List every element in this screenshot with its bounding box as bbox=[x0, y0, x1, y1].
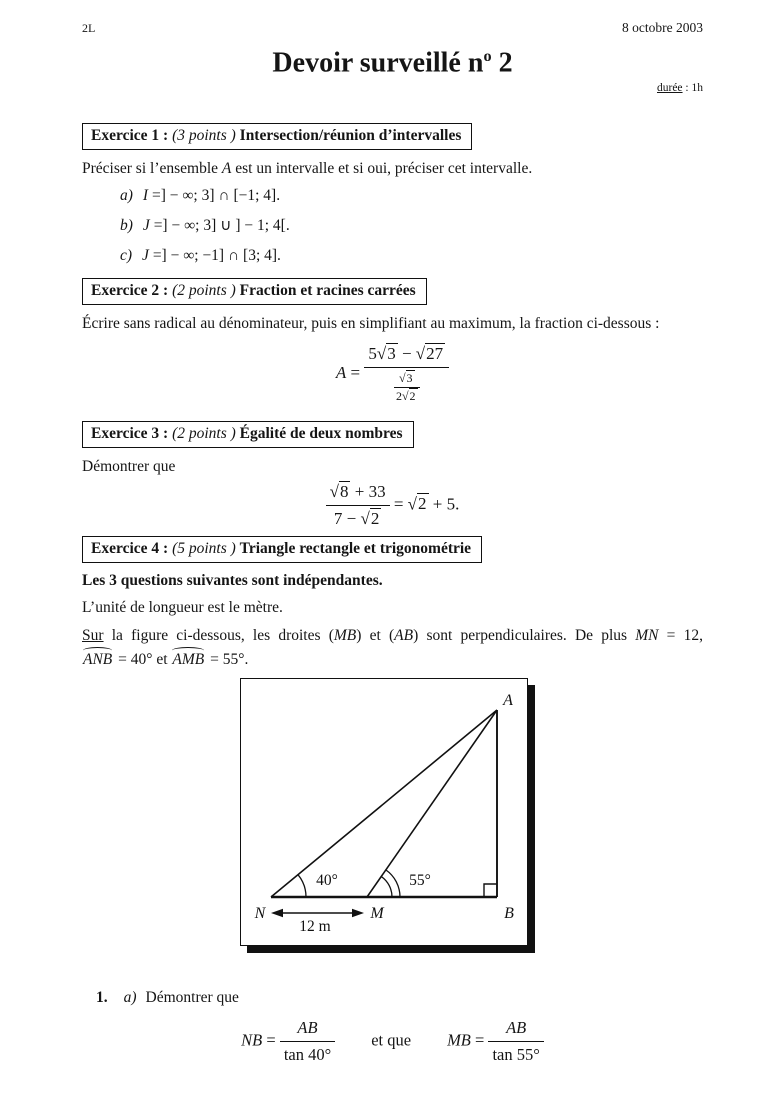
fraction-denominator: 7 − √2 bbox=[333, 508, 380, 528]
item-expression: =] − ∞; 3] ∪ ] − 1; 4[. bbox=[149, 216, 290, 234]
fraction bbox=[364, 343, 449, 405]
underlined-word: Sur bbox=[82, 626, 104, 644]
fraction bbox=[280, 1017, 335, 1066]
exercise4-paragraph-line2: ANB = 40° et AMB = 55°. bbox=[82, 648, 703, 669]
exercise1-title: Intersection/réunion d’intervalles bbox=[239, 126, 462, 144]
fraction-denominator bbox=[364, 368, 449, 405]
item-letter: a) bbox=[120, 186, 133, 204]
variable-A: A bbox=[221, 159, 232, 177]
duration-value: : 1h bbox=[682, 81, 703, 94]
exercise2-intro: Écrire sans radical au dénominateur, puis en simplifiant au maximum, la fraction ci-dessous : bbox=[82, 314, 660, 332]
fraction-numerator: √8 + 33 bbox=[326, 481, 390, 506]
sqrt-3: √3 bbox=[376, 344, 396, 364]
item-variable: J bbox=[142, 216, 150, 234]
exercise1-items bbox=[120, 185, 703, 267]
sqrt-3-small: √3 bbox=[398, 371, 413, 386]
variable-MB: MB bbox=[333, 626, 357, 644]
fraction bbox=[326, 481, 390, 530]
exercise1-label: Exercice 1 : bbox=[91, 126, 169, 144]
triangle-figure-svg bbox=[241, 679, 526, 944]
arrowhead-right bbox=[352, 909, 364, 918]
sqrt-2: √2 bbox=[360, 508, 380, 528]
exercise3-title: Égalité de deux nombres bbox=[239, 425, 403, 443]
triangle-figure bbox=[240, 678, 528, 946]
arrowhead-left bbox=[271, 909, 283, 918]
list-item bbox=[120, 185, 703, 207]
formula-NB: NB bbox=[241, 1030, 263, 1050]
exercise1-points: (3 points ) bbox=[172, 126, 236, 144]
angle-label-40: 40° bbox=[316, 872, 338, 890]
title-ordinal: o bbox=[483, 47, 492, 65]
question-letter: a) bbox=[123, 989, 137, 1007]
angle-label-55: 55° bbox=[409, 872, 431, 890]
page-header bbox=[82, 20, 703, 36]
sqrt-27: √27 bbox=[415, 344, 444, 364]
vertex-label-M: M bbox=[370, 905, 384, 923]
item-variable: I bbox=[142, 186, 149, 204]
sqrt-2: √2 bbox=[407, 494, 427, 514]
exercise3-label: Exercice 3 : bbox=[91, 425, 169, 443]
item-letter: c) bbox=[120, 246, 133, 264]
exercise1-intro: Préciser si l’ensemble A est un intervalle et si oui, préciser cet intervalle. bbox=[82, 159, 533, 177]
fraction-denominator: tan 40° bbox=[283, 1045, 332, 1065]
exercise1-header-box bbox=[82, 123, 472, 150]
right-angle-mark bbox=[484, 884, 497, 897]
angle-arc-N bbox=[298, 875, 306, 897]
class-label: 2L bbox=[82, 21, 96, 35]
fraction-numerator: 5√3 − √27 bbox=[364, 343, 449, 368]
exercise2-label: Exercice 2 : bbox=[91, 281, 169, 299]
list-item bbox=[120, 245, 703, 267]
exercise4-bold-note: Les 3 questions suivantes sont indépendantes. bbox=[82, 571, 383, 589]
angle-ANB: ANB bbox=[82, 648, 114, 669]
exercise3-points: (2 points ) bbox=[172, 425, 236, 443]
exercise4-paragraph-line1: Sur la figure ci-dessous, les droites (MB) et (AB) sont perpendiculaires. De plus MN = 12, bbox=[82, 626, 703, 644]
page-title bbox=[82, 47, 703, 80]
exercise3-intro: Démontrer que bbox=[82, 458, 176, 476]
list-item bbox=[120, 215, 703, 237]
exercise4-unit-note: L’unité de longueur est le mètre. bbox=[82, 599, 283, 617]
formula-lhs: A bbox=[335, 363, 347, 383]
formula-MB: MB bbox=[447, 1030, 471, 1050]
exercise3-header-box bbox=[82, 421, 414, 448]
exercise4-title: Triangle rectangle et trigonométrie bbox=[239, 539, 472, 557]
line-MA bbox=[367, 710, 497, 897]
question-text: Démontrer que bbox=[145, 989, 239, 1007]
exercise2-points: (2 points ) bbox=[172, 281, 236, 299]
vertex-label-B: B bbox=[504, 905, 514, 923]
question1-formula: NB = $\frac{AB}{\tan 40^\circ}$ et que MB = $\frac{AB}{\tan 55^\circ}$ bbox=[82, 1017, 703, 1066]
exercise3-formula: $\frac{√8 + 33}{7 - √2}$ = √2 + 5. bbox=[82, 481, 703, 530]
item-letter: b) bbox=[120, 216, 133, 234]
nested-fraction: $\frac{√3}{2√2}$ bbox=[394, 371, 420, 404]
variable-AB: AB bbox=[394, 626, 414, 644]
dimension-label: 12 m bbox=[299, 918, 331, 936]
exercise2-title: Fraction et racines carrées bbox=[239, 281, 416, 299]
question1 bbox=[96, 988, 703, 1008]
question-number: 1. bbox=[96, 989, 108, 1007]
item-expression: =] − ∞; 3] ∩ [−1; 4]. bbox=[148, 186, 281, 204]
exercise2-formula: A = $\frac{5√3 - √27}{\frac{√3}{2√2}}$ bbox=[82, 343, 703, 405]
angle-AMB: AMB bbox=[171, 648, 206, 669]
item-expression: =] − ∞; −1] ∩ [3; 4]. bbox=[148, 246, 281, 264]
fraction-numerator: AB bbox=[488, 1017, 543, 1042]
header-date: 8 octobre 2003 bbox=[622, 20, 703, 35]
vertex-label-A: A bbox=[503, 692, 513, 710]
vertex-label-N: N bbox=[254, 905, 266, 923]
variable-MN: MN bbox=[635, 626, 659, 644]
exercise4-points: (5 points ) bbox=[172, 539, 236, 557]
sqrt-8: √8 bbox=[329, 481, 349, 501]
title-main: Devoir surveillé n bbox=[272, 47, 484, 79]
fraction-numerator: AB bbox=[280, 1017, 335, 1042]
sqrt-2-small: √2 bbox=[401, 389, 416, 404]
exercise4-label: Exercice 4 : bbox=[91, 539, 169, 557]
duration-label: durée bbox=[657, 81, 683, 94]
exercise4-header-box bbox=[82, 536, 482, 563]
title-number: 2 bbox=[491, 47, 513, 79]
line-NA bbox=[271, 710, 497, 897]
exercise2-header-box bbox=[82, 278, 427, 305]
item-variable: J bbox=[142, 246, 149, 264]
connector-text: et que bbox=[371, 1030, 412, 1050]
fraction bbox=[488, 1017, 543, 1066]
fraction-denominator: tan 55° bbox=[492, 1045, 540, 1065]
duration-note bbox=[82, 82, 703, 94]
angle-arc-M-inner bbox=[381, 877, 392, 898]
